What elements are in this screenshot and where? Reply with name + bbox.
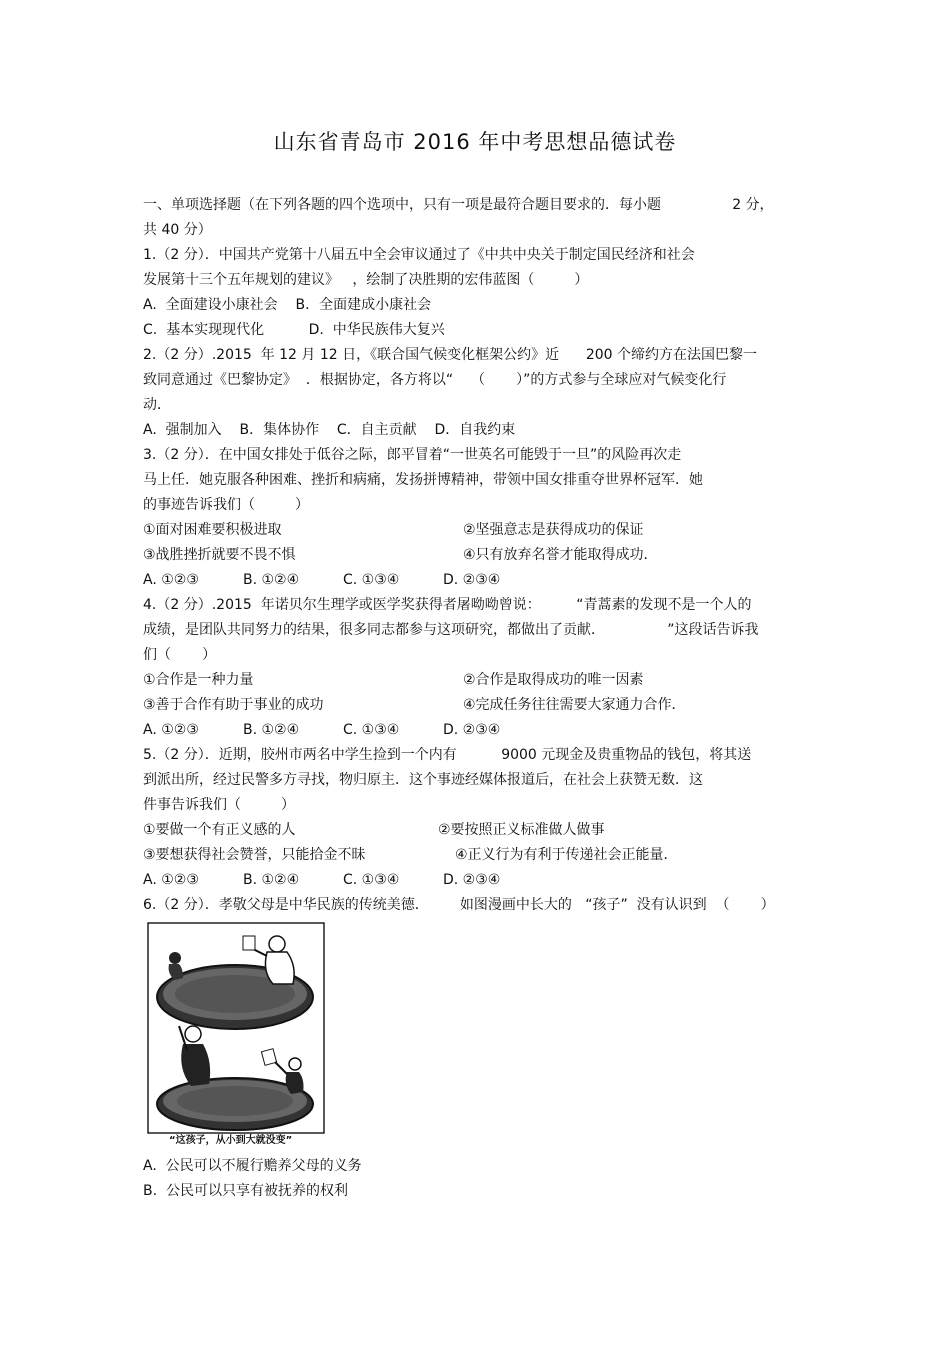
section-heading-cont: 共 40 分） (143, 222, 212, 238)
option-c: C. ①③④ (343, 572, 400, 588)
statement: ①合作是一种力量 (143, 672, 254, 688)
question-3-text-cont: 马上任．她克服各种困难、挫折和病痛，发扬拼博精神，带领中国女排重夺世界杯冠军．她 (143, 472, 703, 488)
question-1-options-ab: A. 全面建设小康社会 B．全面建成小康社会 (143, 297, 432, 313)
option-c: C. ①③④ (343, 722, 400, 738)
question-4-text-end: 们（ ） (143, 647, 217, 663)
question-5-options (143, 868, 813, 893)
option-b: B. ①②④ (243, 722, 300, 738)
exam-content (143, 193, 813, 1204)
question-4-statements-row1 (143, 668, 813, 693)
cartoon-caption: “这孩子，从小到大就没变” (169, 1135, 293, 1146)
statement: ④完成任务往往需要大家通力合作． (463, 697, 686, 713)
statement: ③要想获得社会赞誉，只能拾金不昧 (143, 847, 366, 863)
question-2-text-end: 动． (143, 397, 171, 413)
question-6-option-b: B. 公民可以只享有被抚养的权利 (143, 1183, 348, 1199)
cartoon-drawing (147, 922, 327, 1150)
question-1-text: 1.（2 分）．中国共产党第十八届五中全会审议通过了《中共中央关于制定国民经济和社会 (143, 247, 695, 263)
statement: ④正义行为有利于传递社会正能量． (455, 847, 678, 863)
statement: ①要做一个有正义感的人 (143, 822, 296, 838)
option-a: A. ①②③ (143, 572, 199, 588)
question-2-text-cont: 致同意通过《巴黎协定》 ．根据协定，各方将以“ （ ）”的方式参与全球应对气候变化行 (143, 372, 727, 388)
statement: ②要按照正义标准做人做事 (438, 822, 605, 838)
option-c: C. ①③④ (343, 872, 400, 888)
question-5-text: 5.（2 分）．近期，胶州市两名中学生捡到一个内有 9000 元现金及贵重物品的钱包，将其送 (143, 747, 752, 763)
option-d: D. ②③④ (443, 572, 501, 588)
question-3-options (143, 568, 813, 593)
question-1-options-cd: C. 基本实现现代化 D. 中华民族伟大复兴 (143, 322, 445, 338)
option-b: B. ①②④ (243, 572, 300, 588)
question-3-statements-row2 (143, 543, 813, 568)
question-4-text-cont: 成绩，是团队共同努力的结果，很多同志都参与这项研究，都做出了贡献． ”这段话告诉我 (143, 622, 759, 638)
page-title: 山东省青岛市 2016 年中考思想品德试卷 (273, 130, 677, 154)
statement: ①面对困难要积极进取 (143, 522, 282, 538)
statement: ③善于合作有助于事业的成功 (143, 697, 324, 713)
statement: ②合作是取得成功的唯一因素 (463, 672, 644, 688)
question-5-statements-row1 (143, 818, 813, 843)
option-a: A. ①②③ (143, 872, 199, 888)
option-b: B. ①②④ (243, 872, 300, 888)
question-5-text-end: 件事告诉我们（ ） (143, 797, 296, 813)
question-3-statements-row1 (143, 518, 813, 543)
cartoon-illustration (147, 922, 327, 1150)
option-a: A. ①②③ (143, 722, 199, 738)
statement: ④只有放弃名誉才能取得成功． (463, 547, 658, 563)
option-d: D. ②③④ (443, 872, 501, 888)
question-1-text-cont: 发展第十三个五年规划的建议》 ，绘制了决胜期的宏伟蓝图（ ） (143, 272, 589, 288)
question-4-statements-row2 (143, 693, 813, 718)
option-d: D. ②③④ (443, 722, 501, 738)
question-3-text: 3.（2 分）．在中国女排处于低谷之际，郎平冒着“一世英名可能毁于一旦”的风险再次走 (143, 447, 682, 463)
statement: ②坚强意志是获得成功的保证 (463, 522, 644, 538)
question-2-options: A. 强制加入 B．集体协作 C．自主贡献 D．自我约束 (143, 422, 516, 438)
question-5-statements-row2 (143, 843, 813, 868)
question-5-text-cont: 到派出所，经过民警多方寻找，物归原主．这个事迹经媒体报道后，在社会上获赞无数．这 (143, 772, 703, 788)
question-2-text: 2.（2 分）.2015 年 12 月 12 日，《联合国气候变化框架公约》近 200 个缔约方在法国巴黎一 (143, 347, 757, 363)
question-4-text: 4.（2 分）.2015 年诺贝尔生理学或医学奖获得者屠呦呦曾说： “青蒿素的发现不是一个人的 (143, 597, 752, 613)
question-6-option-a: A. 公民可以不履行赡养父母的义务 (143, 1158, 362, 1174)
question-3-text-end: 的事迹告诉我们（ ） (143, 497, 310, 513)
statement: ③战胜挫折就要不畏不惧 (143, 547, 296, 563)
section-heading: 一、单项选择题（在下列各题的四个选项中，只有一项是最符合题目要求的．每小题 2 分， (143, 197, 774, 213)
question-4-options (143, 718, 813, 743)
question-6-text: 6.（2 分）．孝敬父母是中华民族的传统美德． 如图漫画中长大的 “孩子” 没有认识到 （ ） (143, 897, 775, 913)
